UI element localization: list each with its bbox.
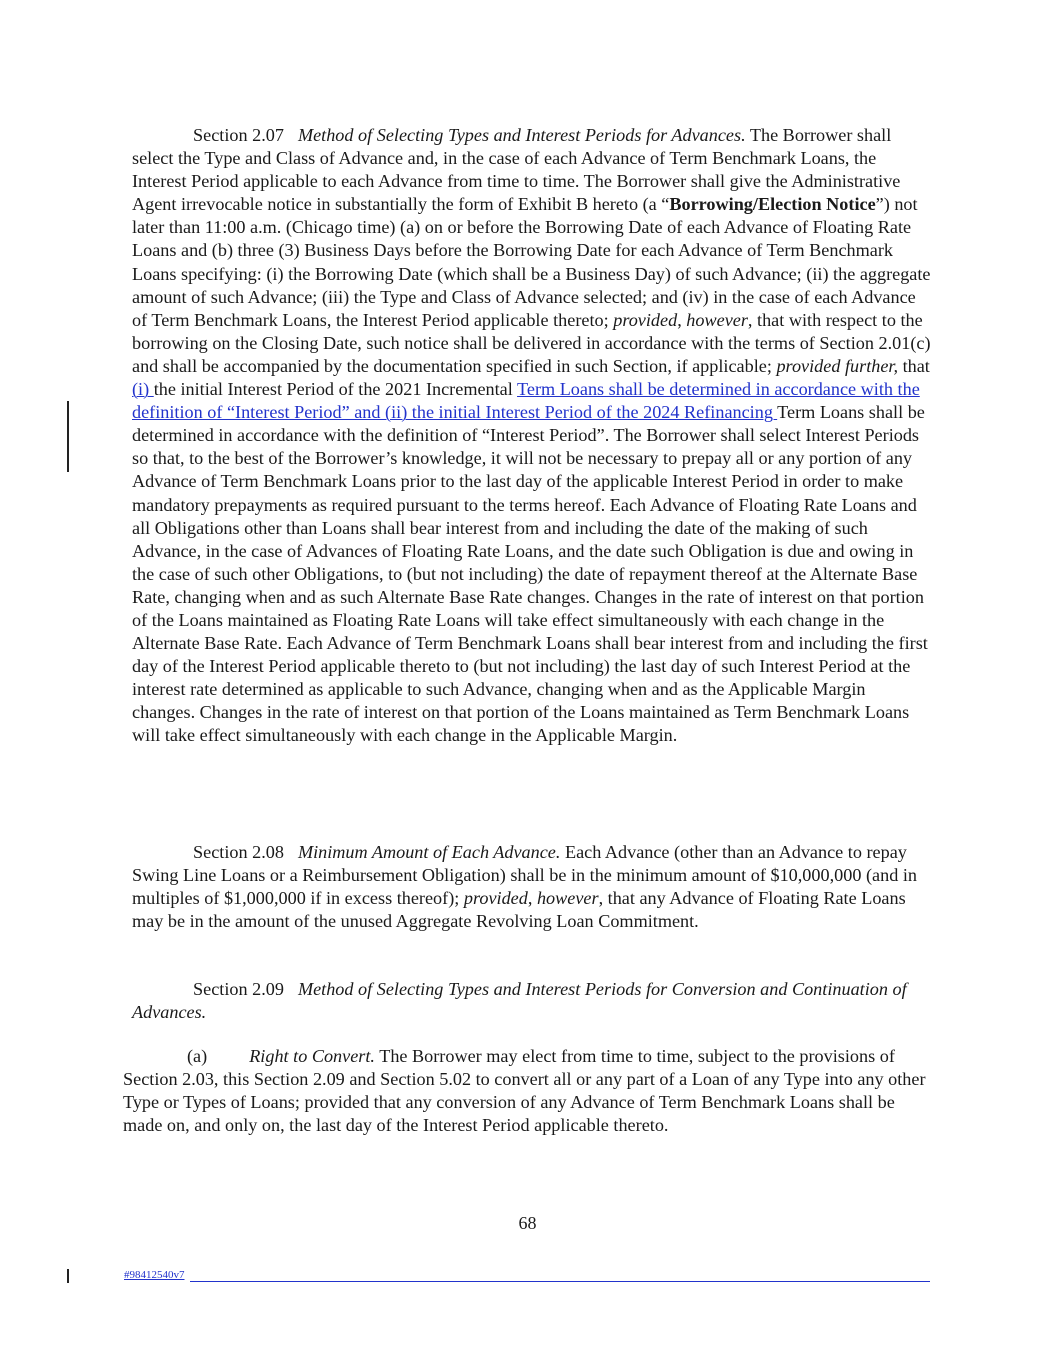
footer-rule bbox=[190, 1281, 930, 1283]
section-2-07-paragraph: Section 2.07 Method of Selecting Types and Interest Periods for Advances. The Borrower shall select the Type and Class of Advance and, in the case of each Advance of Term Benchmark Loans, the Interest Period applicable to each Advance from time to time. The Borrower shall give the Administrative Agent irrevocable notice in substantially the form of Exhibit B hereto (a “Borrowing/Election Notice”) not later than 11:00 a.m. (Chicago time) (a) on or before the Borrowing Date of each Advance of Floating Rate Loans and (b) three (3) Business Days before the Borrowing Date for each Advance of Term Benchmark Loans specifying: (i) the Borrowing Date (which shall be a Business Day) of such Advance; (ii) the aggregate amount of such Advance; (iii) the Type and Class of Advance selected; and (iv) in the case of each Advance of Term Benchmark Loans, the Interest Period applicable thereto; provided, however, that with respect to the borrowing on the Closing Date, such notice shall be delivered in accordance with the terms of Section 2.01(c) and shall be accompanied by the documentation specified in such Section, if applicable; provided further, that (i) the initial Interest Period of the 2021 Incremental Term Loans shall be determined in accordance with the definition of “Interest Period” and (ii) the initial Interest Period of the 2024 Refinancing Term Loans shall be determined in accordance with the definition of “Interest Period”. The Borrower shall select Interest Periods so that, to the best of the Borrower’s knowledge, it will not be necessary to prepay all or any portion of any Advance of Term Benchmark Loans prior to the last day of the applicable Interest Period in order to make mandatory prepayments as required pursuant to the terms hereof. Each Advance of Floating Rate Loans and all Obligations other than Loans shall bear interest from and including the date of the making of such Advance, in the case of Advances of Floating Rate Loans, and the date such Obligation is due and owing in the case of such other Obligations, to (but not including) the date of repayment thereof at the Alternate Base Rate, changing when and as such Alternate Base Rate changes. Changes in the rate of interest on that portion of the Loans maintained as Floating Rate Loans will take effect simultaneously with each change in the Alternate Base Rate. Each Advance of Term Benchmark Loans shall bear interest from and including the first day of the Interest Period applicable thereto to (but not including) the last day of such Interest Period at the interest rate determined as applicable to such Advance, changing when and as the Applicable Margin changes. Changes in the rate of interest on that portion of the Loans maintained as Term Benchmark Loans will take effect simultaneously with each change in the Applicable Margin. bbox=[132, 125, 931, 746]
subsection-label: (a) bbox=[187, 1046, 208, 1066]
section-2-09-heading: Method of Selecting Types and Interest Periods for Conversion and Continuation of Advances. bbox=[132, 979, 907, 1023]
section-2-09-paragraph bbox=[132, 978, 932, 1024]
revision-change-bar bbox=[67, 401, 69, 472]
footer-change-bar bbox=[67, 1269, 69, 1283]
inserted-text-1: (i) bbox=[132, 379, 154, 400]
subsection-heading: Right to Convert. bbox=[249, 1046, 375, 1066]
section-2-07-heading: Method of Selecting Types and Interest Periods for Advances. bbox=[297, 125, 746, 145]
document-id: #98412540v7 bbox=[124, 1269, 185, 1281]
section-2-08-heading: Minimum Amount of Each Advance. bbox=[297, 842, 561, 862]
page-number: 68 bbox=[518, 1213, 537, 1233]
section-2-09-a-paragraph: (a) Right to Convert. The Borrower may elect from time to time, subject to the provisions of Section 2.03, this Section 2.09 and Section 5.02 to convert all or any part of a Loan of any Type into any other Type or Types of Loans; provided that any conversion of any Advance of Term Benchmark Loans shall be made on, and only on, the last day of the Interest Period applicable thereto. bbox=[123, 1046, 926, 1136]
section-2-08-number: Section 2.08 bbox=[193, 842, 284, 862]
section-2-09-number: Section 2.09 bbox=[193, 979, 284, 999]
defined-term-borrowing-election-notice: Borrowing/Election Notice bbox=[669, 194, 876, 215]
inserted-text-2: Term Loans shall be determined in accordance with the definition of “Interest Period” and (ii) the initial Interest Period of the 2024 Refinancing bbox=[132, 379, 920, 423]
section-2-07-number: Section 2.07 bbox=[193, 125, 284, 145]
section-2-08-paragraph: Section 2.08 Minimum Amount of Each Advance. Each Advance (other than an Advance to repay Swing Line Loans or a Reimbursement Obligation) shall be in the minimum amount of $10,000,000 (and in multiples of $1,000,000 if in excess thereof); provided, however, that any Advance of Floating Rate Loans may be in the amount of the unused Aggregate Revolving Loan Commitment. bbox=[132, 842, 917, 932]
